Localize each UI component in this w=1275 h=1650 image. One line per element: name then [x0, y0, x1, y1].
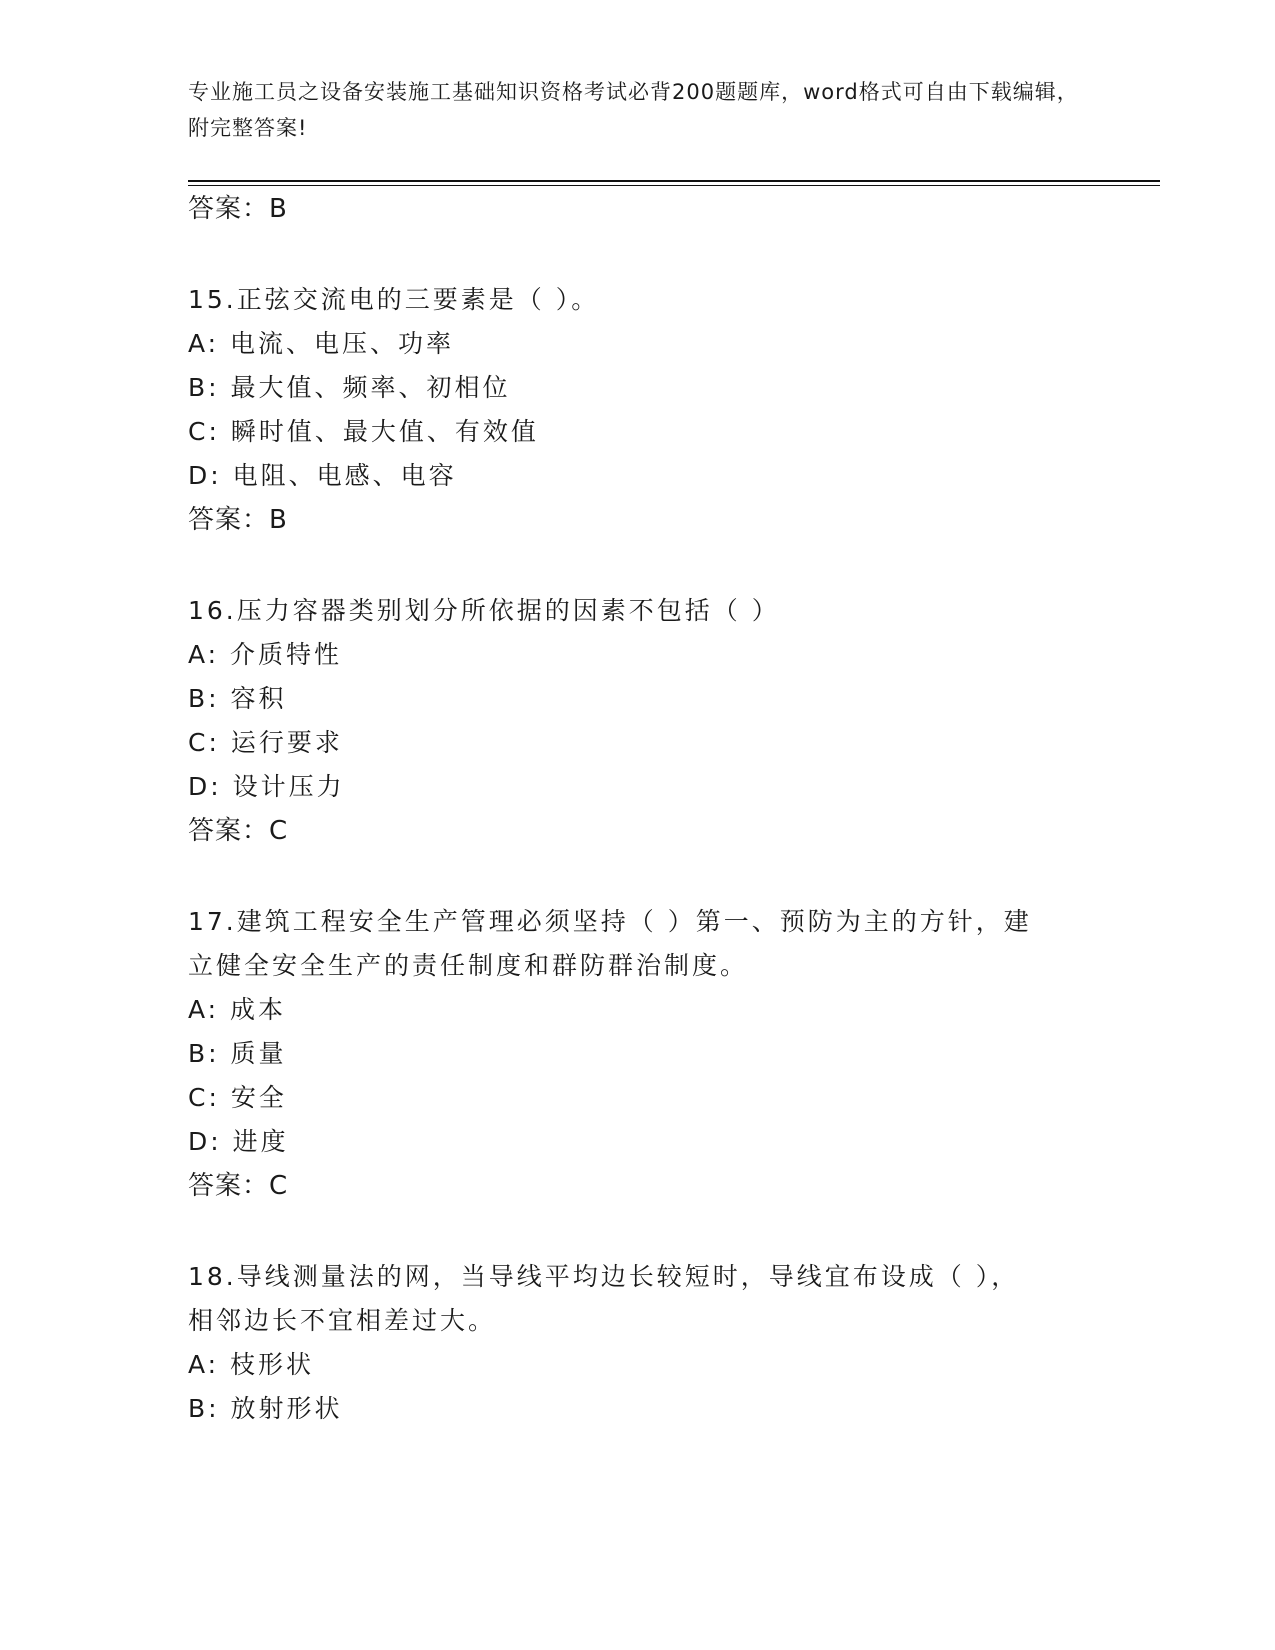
header-divider-thick [188, 180, 1160, 182]
option-d: D: 设计压力 [188, 772, 345, 801]
question-stem: 16.压力容器类别划分所依据的因素不包括（ ） [188, 596, 780, 625]
option-d: D: 电阻、电感、电容 [188, 461, 457, 490]
option-a: A: 电流、电压、功率 [188, 329, 455, 358]
header-divider-thin [188, 185, 1160, 186]
answer-line: 答案：C [188, 816, 289, 846]
option-a: A: 成本 [188, 995, 287, 1024]
question-stem-continued: 立健全安全生产的责任制度和群防群治制度。 [188, 951, 749, 980]
option-b: B: 容积 [188, 684, 287, 713]
option-d: D: 进度 [188, 1127, 289, 1156]
question-stem-continued: 相邻边长不宜相差过大。 [188, 1306, 497, 1335]
option-c: C: 安全 [188, 1083, 287, 1112]
question-stem: 17.建筑工程安全生产管理必须坚持（ ）第一、预防为主的方针，建 [188, 907, 1032, 936]
option-a: A: 介质特性 [188, 640, 343, 669]
option-b: B: 质量 [188, 1039, 287, 1068]
answer-line: 答案：C [188, 1171, 289, 1201]
question-stem: 15.正弦交流电的三要素是（ ）。 [188, 285, 600, 314]
question-stem: 18.导线测量法的网，当导线平均边长较短时，导线宜布设成（ ）， [188, 1262, 1020, 1291]
answer-line: 答案：B [188, 194, 288, 224]
option-b: B: 放射形状 [188, 1394, 343, 1423]
document-header: 专业施工员之设备安装施工基础知识资格考试必背200题题库，word格式可自由下载编辑，附完整答案! [188, 80, 1079, 140]
option-a: A: 枝形状 [188, 1350, 315, 1379]
option-b: B: 最大值、频率、初相位 [188, 373, 511, 402]
option-c: C: 瞬时值、最大值、有效值 [188, 417, 539, 446]
answer-line: 答案：B [188, 505, 288, 535]
option-c: C: 运行要求 [188, 728, 343, 757]
